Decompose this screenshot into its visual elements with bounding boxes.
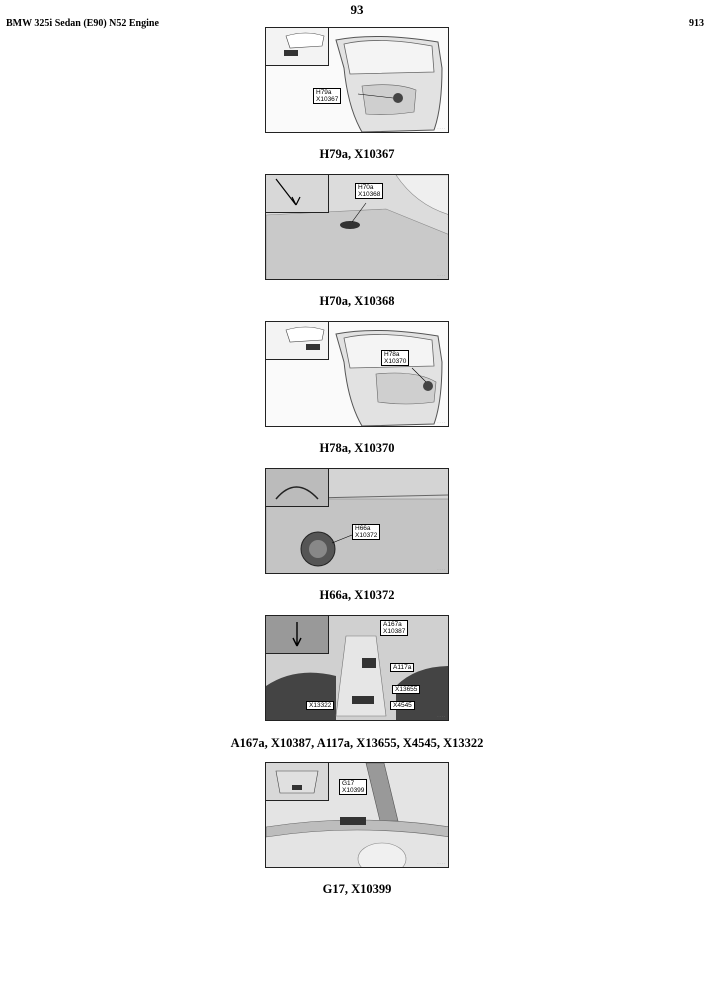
figure-inset	[266, 763, 329, 801]
callout-label: X13655	[392, 685, 420, 694]
figure-inset	[266, 28, 329, 66]
callout-label: H70a X10368	[355, 183, 383, 199]
page-number: 93	[350, 2, 364, 17]
figure-code: · · · ·	[437, 127, 445, 131]
callout-label: X13322	[306, 701, 334, 710]
figure-center-console	[265, 615, 449, 721]
document-title: BMW 325i Sedan (E90) N52 Engine	[6, 18, 159, 29]
figure-code: · · · ·	[437, 274, 445, 278]
figure-rear-door-h78a	[265, 321, 449, 427]
figure-inset	[266, 175, 329, 213]
callout-label: H66a X10372	[352, 524, 380, 540]
callout-label: A167a X10387	[380, 620, 408, 636]
figure-caption: H79a, X10367	[319, 147, 395, 161]
callout-label: X4545	[390, 701, 415, 710]
figure-caption: H78a, X10370	[319, 441, 395, 455]
figure-caption: H66a, X10372	[319, 588, 395, 602]
figure-inset	[266, 469, 329, 507]
figure-inset	[266, 322, 329, 360]
figure-code: · · · ·	[437, 862, 445, 866]
callout-label: G17 X10399	[339, 779, 367, 795]
callout-label: A117a	[390, 663, 414, 672]
figure-code: · · · ·	[437, 421, 445, 425]
figure-headliner-g17	[265, 762, 449, 868]
figure-caption: H70a, X10368	[319, 294, 395, 308]
page-reference: 913	[689, 18, 704, 29]
figure-caption: A167a, X10387, A117a, X13655, X4545, X13322	[230, 736, 484, 750]
figure-speaker-h66a	[265, 468, 449, 574]
figure-inset	[266, 616, 329, 654]
figure-caption: G17, X10399	[322, 882, 392, 896]
figure-code: · · · ·	[437, 568, 445, 572]
figure-rear-shelf-h70a	[265, 174, 449, 280]
callout-label: H78a X10370	[381, 350, 409, 366]
figure-code: · · · ·	[437, 715, 445, 719]
figure-rear-door-h79a	[265, 27, 449, 133]
callout-label: H79a X10367	[313, 88, 341, 104]
